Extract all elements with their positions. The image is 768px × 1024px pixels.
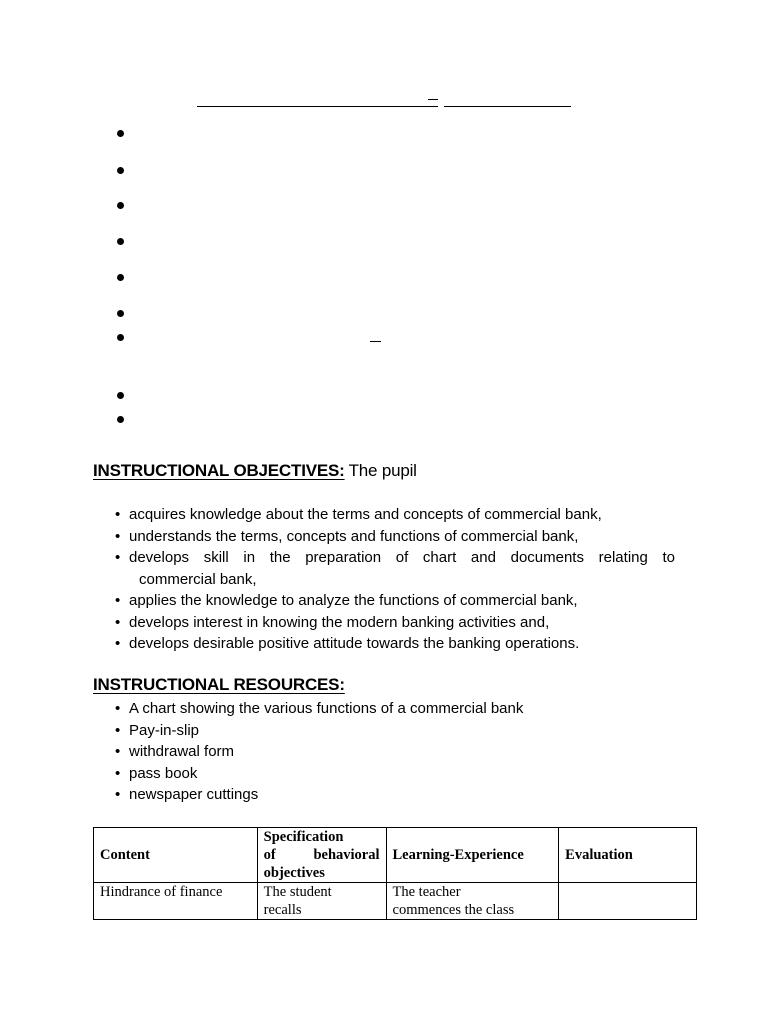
objective-item-5: • develops interest in knowing the modern banking activities and, (115, 613, 550, 631)
empty-bullet-5 (117, 274, 124, 281)
resource-item-4: • pass book (115, 764, 198, 782)
empty-bullet-8 (117, 392, 124, 399)
resource-item-1: • A chart showing the various functions of a commercial bank (115, 700, 524, 717)
table-row (94, 883, 697, 920)
objectives-heading-text: INSTRUCTIONAL OBJECTIVES: (93, 461, 345, 480)
lesson-table (93, 827, 697, 920)
resource-item-2: • Pay-in-slip (115, 721, 200, 739)
cell-specification: The student recalls (257, 883, 386, 920)
empty-dash (370, 341, 381, 342)
objective-item-6: • develops desirable positive attitude towards the banking operations. (115, 635, 580, 652)
resources-heading-text: INSTRUCTIONAL RESOURCES: (93, 675, 345, 694)
resources-heading (93, 675, 345, 695)
objective-item-3: • develops skill in the preparation of chart and documents relating to commercial bank, (115, 549, 675, 588)
header-learning-experience: Learning-Experience (386, 828, 559, 883)
cell-evaluation (559, 883, 697, 920)
objectives-heading (93, 461, 417, 481)
header-specification: Specification of behavioral objectives (257, 828, 386, 883)
cell-content: Hindrance of finance (94, 883, 258, 920)
title-dash (428, 99, 438, 100)
empty-bullet-4 (117, 238, 124, 245)
empty-bullet-2 (117, 167, 124, 174)
header-content: Content (94, 828, 258, 883)
objectives-lead: The pupil (348, 461, 417, 480)
objective-item-2: • understands the terms, concepts and functions of commercial bank, (115, 527, 579, 545)
resources-list (115, 698, 675, 806)
empty-bullet-3 (117, 202, 124, 209)
objectives-list (115, 504, 675, 655)
title-underline-right (444, 106, 571, 107)
empty-bullet-6 (117, 310, 124, 317)
cell-learning-experience: The teacher commences the class (386, 883, 559, 920)
empty-bullet-1 (117, 130, 124, 137)
objective-item-4: • applies the knowledge to analyze the functions of commercial bank, (115, 592, 578, 609)
title-underline-left (197, 106, 438, 107)
lesson-table-header-row (94, 828, 697, 883)
header-evaluation: Evaluation (559, 828, 697, 883)
objective-item-1: • acquires knowledge about the terms and concepts of commercial bank, (115, 506, 602, 523)
empty-bullet-9 (117, 416, 124, 423)
resource-item-3: • withdrawal form (115, 743, 235, 760)
empty-bullet-7 (117, 334, 124, 341)
resource-item-5: • newspaper cuttings (115, 786, 259, 803)
